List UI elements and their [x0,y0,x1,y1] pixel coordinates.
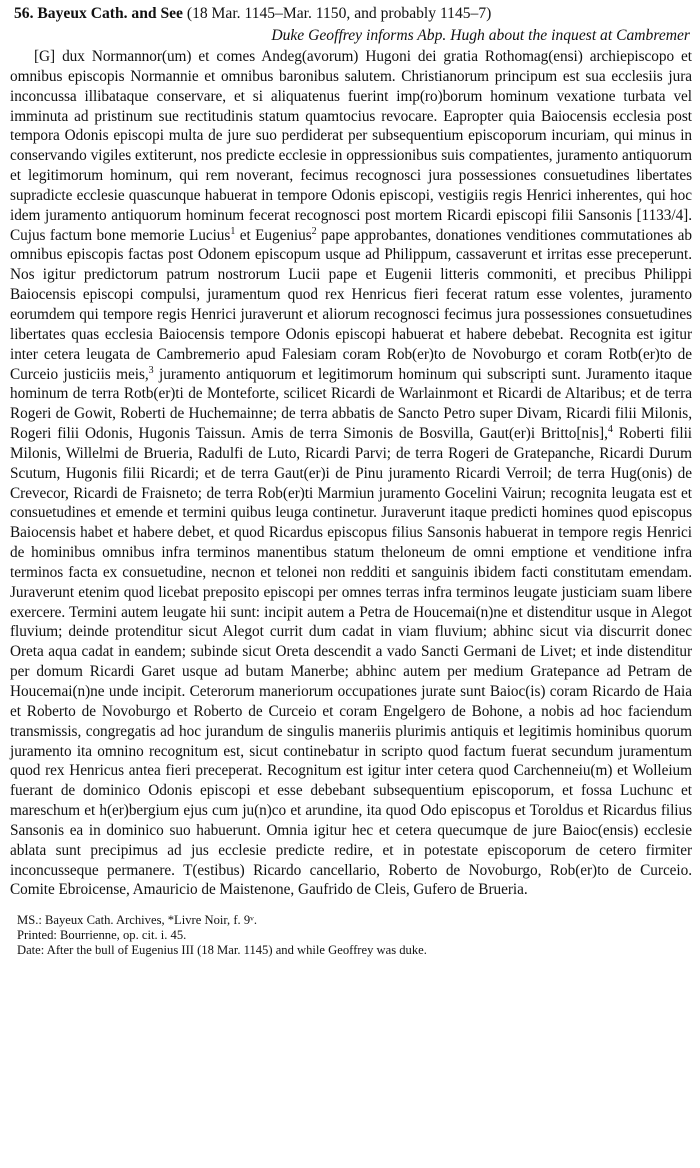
footnote-marker-2: 2 [311,225,317,237]
charter-text [10,47,692,900]
text-segment-3: pape approbantes, donationes venditiones commutationes ab omnibus episcopis factas post Odonem episcopum usque ad Philippum, cassaverunt et irritas esse preceperunt. Nos igitur predictorum patrum nostrorum Lucii pape et Eugenii litteris commoniti, et precibus Philippi Baiocensis episcopi compulsi, juramentum quod rex Henricus fieri fecerat ratum esse volentes, juramento eorumdem qui tempore regis Henrici juraverunt et aliorum recognosci fecimus jura possessiones consuetudines libertates quas ecclesia Baiocensis tempore Odonis episcopi habuerat et habere debebat. Recognita est igitur inter cetera leugata de Cambremerio apud Falesiam coram Rob(er)to de Novoburgo et coram Rotb(er)to de Curceio justiciis meis, [10,226,692,383]
text-segment-2: et Eugenius [235,226,312,244]
charter-number: 56. [14,5,34,22]
text-segment-1: [G] dux Normannor(um) et comes Andeg(avorum) Hugoni dei gratia Rothomag(ensi) archiepiscopo et omnibus episcopis Normannie et omnibus baronibus salutem. Christianorum principum est sua ecclesiis jura inconcussa illibataque conservare, et si aliquatenus fuerint imp(ro)borum hominum vexatione turbata vel imminuta ad pristinum sue rectitudinis statum quamtocius revocare. Eapropter quia Baiocensis ecclesia post tempora Odonis episcopi multa de jure suo perdiderat per subsequentium episcoporum incuriam, qui minus in conservando vigiles extiterunt, nos predicte ecclesie in oppressionibus suis compatientes, juramento antiquorum et legitimorum hominum, qui rem noverant, fecimus recognosci jura possessiones consuetudines libertates supradicte ecclesie quascunque habuerat in tempore Odonis episcopi, vestigiis regis Henrici inherentes, qui hoc idem juramento antiquorum hominum fecerat recognosci post mortem Ricardi episcopi filii Sansonis [1133/4]. Cujus factum bone memorie Lucius [10,48,692,244]
manuscript-note: MS.: Bayeux Cath. Archives, *Livre Noir, f. 9ᵛ. [17,913,257,928]
source-notes [17,913,692,958]
footnote-marker-1: 1 [230,225,236,237]
charter-subtitle: Duke Geoffrey informs Abp. Hugh about the inquest at Cambremer [271,27,690,44]
document-page [10,4,692,958]
footnote-marker-3: 3 [148,364,154,376]
printed-note: Printed: Bourrienne, op. cit. i. 45. [17,928,187,943]
charter-place: Bayeux Cath. and See [37,5,183,22]
charter-dates: (18 Mar. 1145–Mar. 1150, and probably 1145–7) [186,5,492,22]
charter-heading [14,4,692,24]
date-note: Date: After the bull of Eugenius III (18 Mar. 1145) and while Geoffrey was duke. [17,943,427,958]
text-segment-5: Roberti filii Milonis, Willelmi de Brueria, Radulfi de Luto, Ricardi Parvi; de terra Rogeri de Gratepanche, Ricardi Durum Scutum, Hugonis filii Ricardi; et de terra Gaut(er)i de Pinu juramento Ricardi Verroil; de terra Hug(onis) de Crevecor, Ricardi de Fraisneto; de terra Rob(er)ti Marmiun juramento Gocelini Vairun; recognita leugata est et consuetudines et emende et termini quibus leuga continetur. Juraverunt itaque predicti homines quod episcopus Baiocensis habet et habere debet, et quod Ricardus episcopus filius Sansonis habuerat in tempore regis Henrici de hominibus omnibus infra terminos manentibus statum theloneum de omni emptione et venditione infra terminos facta ex consuetudine, necnon et telonei non redditi et sanguinis ibidem facti constitutam emendam. Juraverunt etenim quod licebat preposito episcopi per omnes terras infra terminos leugate justiciam suam libere exercere. Termini autem leugate hii sunt: incipit autem a Petra de Houcemai(n)ne et distenditur usque in Alegot fluvium; deinde protenditur sicut Alegot currit dum cadat in viam fluvium; abhinc sicut via discurrit donec Oreta aqua cadat in eandem; subinde sicut Oreta descendit a vado Sancti Germani de Livet; et inde distenditur per domum Ricardi Garet usque ad butam Manerbe; abhinc autem per medium Gratepance ad Petram de Houcemai(n)ne unde incipit. Ceterorum maneriorum occupationes jurate sunt Baioc(is) coram Ricardo de Haia et Roberto de Novoburgo et Roberto de Curceio et coram Engelgero de Bohone, a nobis ad hoc faciendum transmissis, congregatis ad hoc jurandum de singulis maneriis plurimis antiquis et legitimis hominibus quorum juramento ita omnino recognitum est, sicut continebatur in scripto quod factum fuerat secundum juramentum quod rex Henricus antea fieri preceperat. Recognitum est igitur inter cetera quod Carchenneiu(m) et Wolleium fuerant de dominico Odonis episcopi et esse debebant subsequentium episcoporum, et fossa Luchunc et mareschum et h(er)bergium ejus cum ju(n)co et arundine, ita quod Odo episcopus et Toroldus et Ricardus filius Sansonis ea in dominico suo habuerunt. Omnia igitur hec et cetera quecumque de jure Baioc(ensis) ecclesie ablata sunt precipimus ad jus ecclesie predicte redire, et in potestate episcoporum de cetero firmiter inconcusseque permanere. T(estibus) Ricardo cancellario, Roberto de Novoburgo, Rob(er)to de Curceio. Comite Ebroicense, Amauricio de Maistenone, Gaufrido de Cleis, Gufero de Brueria. [10,425,692,899]
footnote-marker-4: 4 [607,423,613,435]
text-segment-4: juramento antiquorum et legitimorum hominum qui subscripti sunt. Juramento itaque hominum de terra Rotb(er)ti de Monteforte, scilicet Ricardi de Warlainmont et Ricardi de Altaribus; et de terra Rogeri de Gowit, Roberti de Huchemainne; de terra abbatis de Sancto Petro super Divam, Ricardi filii Milonis, Rogeri filii Odonis, Hugonis Taissun. Amis de terra Simonis de Bosvilla, Gaut(er)i Britto[nis], [10,365,692,443]
